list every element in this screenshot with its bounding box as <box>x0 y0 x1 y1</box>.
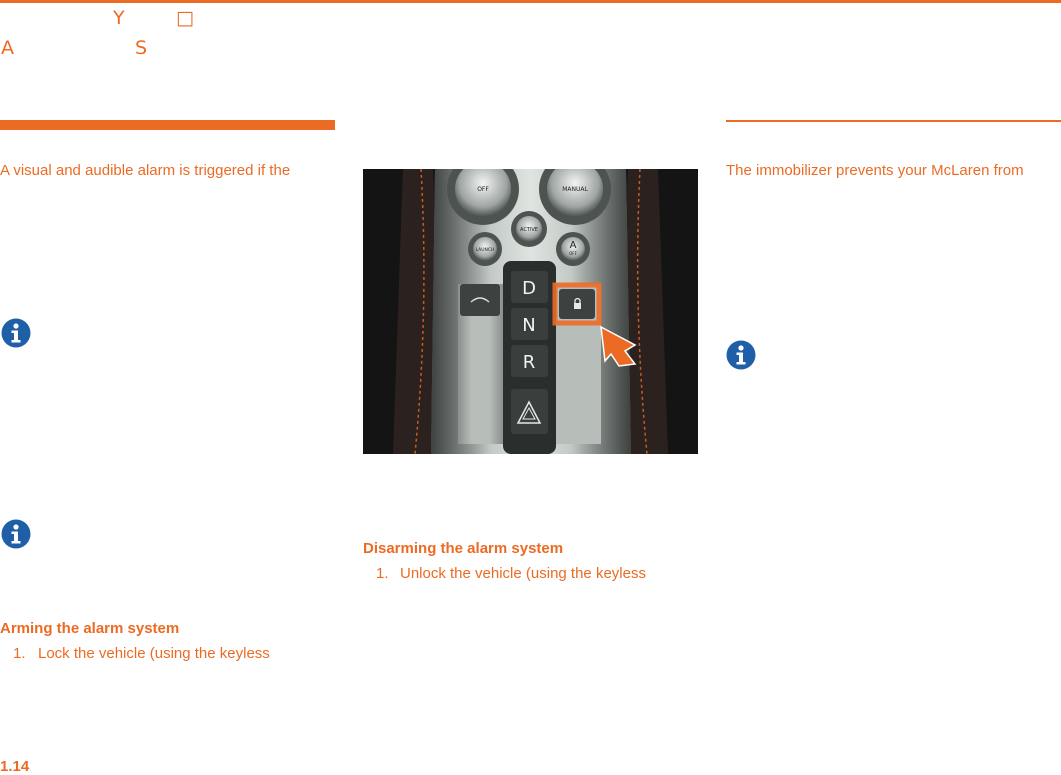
button-label-launch: LAUNCH <box>475 248 495 253</box>
info-icon <box>1 318 31 348</box>
gear-d: D <box>522 278 536 299</box>
column-rule <box>726 120 1061 122</box>
section-bar <box>0 120 335 130</box>
disarming-step-number: 1. <box>376 565 389 582</box>
header-glyph-y: Y <box>113 7 125 29</box>
gear-n: N <box>522 315 536 336</box>
header-glyph-s: S <box>135 37 148 59</box>
immobilizer-intro-text: The immobilizer prevents your McLaren from <box>726 162 1024 179</box>
lock-icon <box>574 303 581 309</box>
top-rule <box>0 0 1061 3</box>
arming-heading: Arming the alarm system <box>0 620 180 637</box>
disarming-step-text: Unlock the vehicle (using the keyless <box>400 565 646 582</box>
console-illustration <box>363 169 698 454</box>
info-icon <box>1 519 31 549</box>
gear-r: R <box>522 352 536 373</box>
alarm-intro-text: A visual and audible alarm is triggered if the <box>0 162 291 179</box>
arming-step-text: Lock the vehicle (using the keyless <box>38 645 270 662</box>
arming-step-number: 1. <box>13 645 26 662</box>
disarming-heading: Disarming the alarm system <box>363 540 564 557</box>
header-glyph-a: A <box>1 37 14 59</box>
page-number: 1.14 <box>0 758 30 775</box>
knob-label-off: OFF <box>477 186 489 193</box>
header-glyph-box: □ <box>176 7 194 29</box>
knob-label-manual: MANUAL <box>562 186 588 193</box>
button-label-active: ACTIVE <box>520 227 538 233</box>
button-label-auto-off: OFF <box>569 251 577 256</box>
center-console-figure <box>363 169 698 454</box>
svg-text:A: A <box>569 240 577 251</box>
info-icon <box>726 340 756 370</box>
